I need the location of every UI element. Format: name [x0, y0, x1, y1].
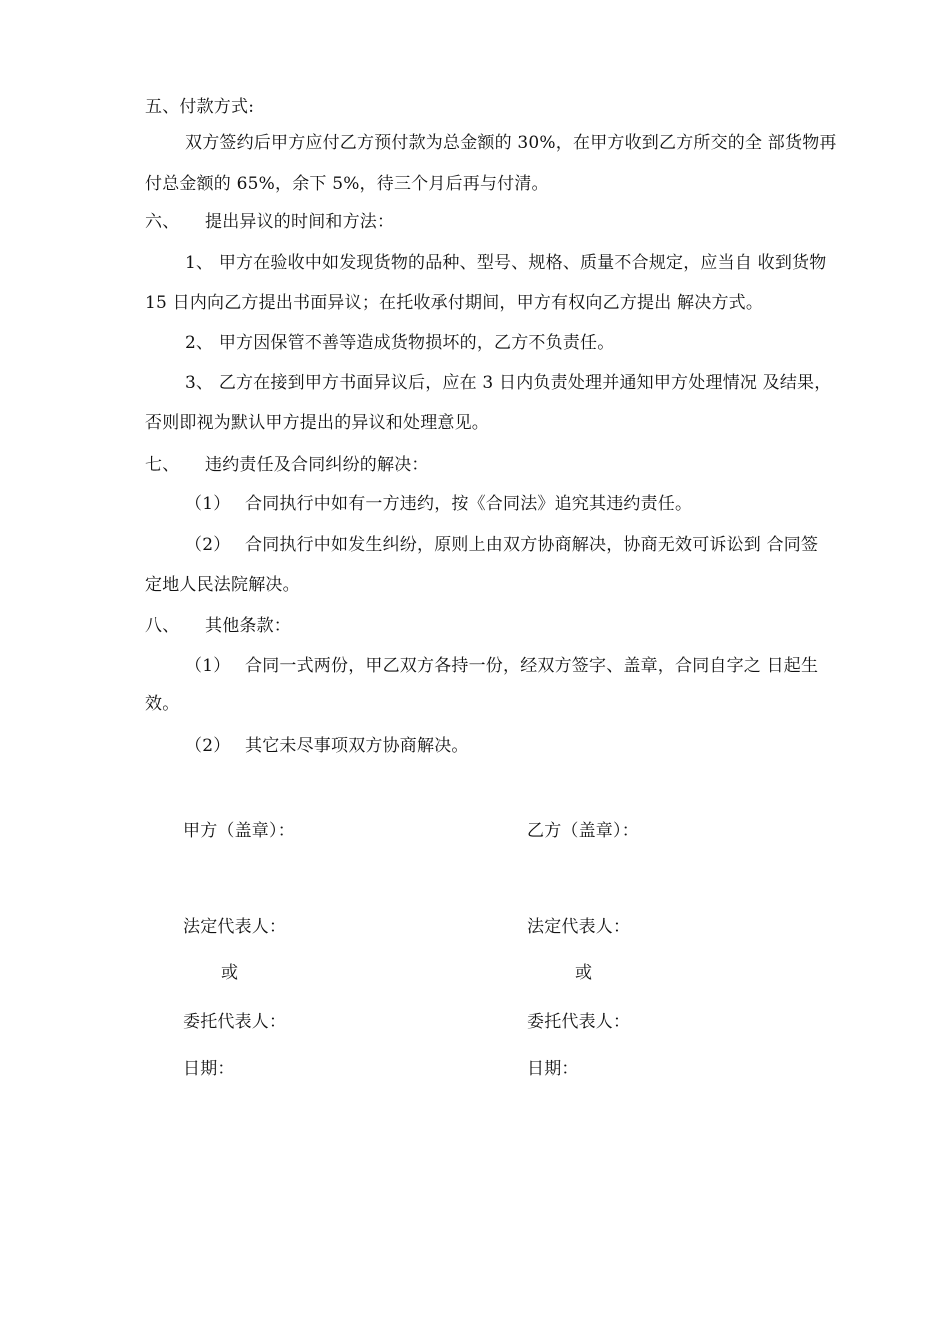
section-5-paragraph-line-2: 付总金额的 65%，余下 5%，待三个月后再与付清。 — [145, 174, 549, 194]
party-b-legal-rep-label: 法定代表人： — [527, 917, 631, 937]
section-7-heading-number: 七、 — [145, 455, 180, 475]
section-8-item-1-line-1: 合同一式两份，甲乙双方各持一份，经双方签字、盖章，合同自字之 日起生 — [245, 656, 819, 676]
section-7-item-2-number: （2） — [185, 535, 231, 555]
party-b-date-label: 日期： — [527, 1059, 579, 1079]
section-7-item-2-line-1: 合同执行中如发生纠纷，原则上由双方协商解决，协商无效可诉讼到 合同签 — [245, 535, 819, 555]
section-6-item-3-line-1: 3、 乙方在接到甲方书面异议后，应在 3 日内负责处理并通知甲方处理情况 及结果， — [185, 373, 832, 393]
party-b-or-label: 或 — [575, 963, 593, 983]
section-8-item-1-line-2: 效。 — [145, 694, 180, 714]
section-8-item-2-number: （2） — [185, 736, 231, 756]
section-5-paragraph-line-1: 双方签约后甲方应付乙方预付款为总金额的 30%，在甲方收到乙方所交的全 部货物再 — [185, 133, 837, 153]
section-8-item-2: 其它未尽事项双方协商解决。 — [245, 736, 469, 756]
section-8-heading: 其他条款： — [205, 616, 291, 636]
section-5-heading: 五、付款方式: — [145, 97, 255, 117]
section-6-item-2: 2、 甲方因保管不善等造成货物损坏的，乙方不负责任。 — [185, 333, 615, 353]
party-a-seal-label: 甲方（盖章）： — [183, 821, 295, 841]
section-7-item-1-number: （1） — [185, 494, 231, 514]
section-6-heading: 提出异议的时间和方法： — [205, 212, 395, 232]
section-7-item-2-line-2: 定地人民法院解决。 — [145, 575, 300, 595]
section-6-item-1-line-1: 1、 甲方在验收中如发现货物的品种、型号、规格、质量不合规定，应当自 收到货物 — [185, 253, 827, 273]
section-6-item-1-line-2: 15 日内向乙方提出书面异议；在托收承付期间，甲方有权向乙方提出 解决方式。 — [145, 293, 764, 313]
section-7-heading: 违约责任及合同纠纷的解决： — [205, 455, 429, 475]
party-a-date-label: 日期： — [183, 1059, 235, 1079]
party-a-or-label: 或 — [221, 963, 239, 983]
section-8-heading-number: 八、 — [145, 616, 180, 636]
section-8-item-1-number: （1） — [185, 656, 231, 676]
section-6-heading-number: 六、 — [145, 212, 180, 232]
party-b-agent-label: 委托代表人： — [527, 1012, 631, 1032]
party-a-agent-label: 委托代表人： — [183, 1012, 287, 1032]
section-6-item-3-line-2: 否则即视为默认甲方提出的异议和处理意见。 — [145, 413, 489, 433]
party-a-legal-rep-label: 法定代表人： — [183, 917, 287, 937]
party-b-seal-label: 乙方（盖章）： — [527, 821, 639, 841]
section-7-item-1: 合同执行中如有一方违约，按《合同法》追究其违约责任。 — [245, 494, 693, 514]
